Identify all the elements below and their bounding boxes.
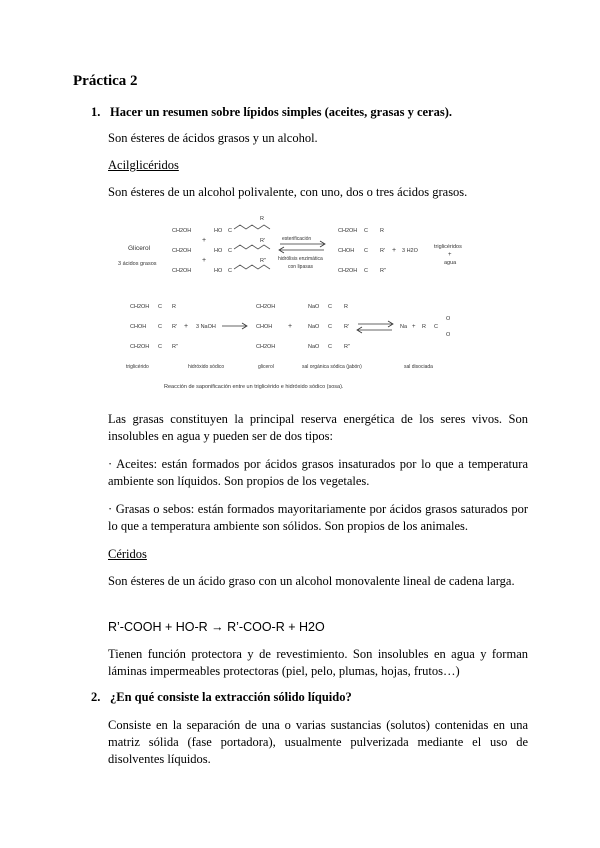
trigliceridos-label: triglicéridos: [434, 244, 462, 250]
sap-r-1: R: [172, 304, 176, 310]
soap-c-2: C: [328, 324, 332, 330]
soap-r-3: R'': [344, 344, 351, 350]
plus-6: +: [288, 323, 293, 330]
lipasas-label: con lipasas: [288, 264, 314, 270]
glicerol-prod-1: CH2OH: [256, 304, 276, 310]
question-1-number: 1.: [91, 105, 101, 119]
ion-o-1: O: [446, 316, 451, 322]
ester-ch2o-1: CH2OH: [338, 228, 358, 234]
r1-top: R': [260, 238, 266, 244]
r2-top: R'': [260, 258, 267, 264]
na-ion: Na: [400, 324, 408, 330]
glicerol-caption: glicerol: [258, 364, 274, 370]
ion-r: R: [422, 324, 426, 330]
nao-3: NaO: [308, 344, 320, 350]
sal-caption: sal orgánica sódica (jabón): [302, 364, 362, 370]
question-2-text: ¿En qué consiste la extracción sólido líquido?: [110, 690, 352, 704]
sap-ch2o-2: CH2OH: [130, 344, 150, 350]
ion-o-2: O: [446, 332, 451, 338]
ceridos-description: Son ésteres de un ácido graso con un alcohol monovalente lineal de cadena larga.: [108, 574, 515, 588]
plus-4: +: [448, 252, 452, 258]
sap-c-3: C: [158, 344, 162, 350]
nao-2: NaO: [308, 324, 320, 330]
nao-1: NaO: [308, 304, 320, 310]
sap-c-1: C: [158, 304, 162, 310]
ester-c-3: C: [364, 268, 368, 274]
fatty-chain-1: [234, 225, 270, 229]
acidos-grasos-label: 3 ácidos grasos: [118, 261, 157, 267]
glicerol-label: Glicerol: [128, 245, 151, 252]
grasas-paragraph: Las grasas constituyen la principal reserva energética de los seres vivos. Son insolubles en agua y pueden ser de dos tipos:: [108, 412, 528, 443]
lipids-intro: Son ésteres de ácidos grasos y un alcohol.: [108, 131, 318, 145]
ceridos-heading: Céridos: [108, 547, 147, 561]
sebos-paragraph: · Grasas o sebos: están formados mayoritariamente por ácidos grasos saturados por lo que a temperatura ambiente son sólidos. Son propios de los animales.: [108, 502, 528, 533]
ceridos-equation: R’-COOH + HO-R → R’-COO-R + H2O: [108, 620, 325, 634]
glicerol-prod-2: CHOH: [256, 324, 273, 330]
sap-c-2: C: [158, 324, 162, 330]
soap-c-1: C: [328, 304, 332, 310]
plus-7: +: [412, 324, 416, 330]
ion-c: C: [434, 324, 438, 330]
glycerol-ch2oh-2: CH2OH: [172, 248, 192, 254]
ho-2: HO: [214, 248, 223, 254]
c-1: C: [228, 228, 232, 234]
glycerol-ch2oh-3: CH2OH: [172, 268, 192, 274]
sap-r-2: R': [172, 324, 178, 330]
naoh-label: 3 NaOH: [196, 324, 216, 330]
sap-ch2o-1: CH2OH: [130, 304, 150, 310]
plus-3: +: [392, 247, 397, 254]
plus-1: +: [202, 237, 207, 244]
c-3: C: [228, 268, 232, 274]
hidroxido-caption: hidróxido sódico: [188, 364, 225, 370]
ester-r-2: R': [380, 248, 386, 254]
agua-label: agua: [444, 260, 457, 266]
c-2: C: [228, 248, 232, 254]
acilgliceridos-description: Son ésteres de un alcohol polivalente, con uno, dos o tres ácidos grasos.: [108, 185, 468, 199]
sap-r-3: R'': [172, 344, 179, 350]
sap-cho: CHOH: [130, 324, 147, 330]
fatty-chain-2: [234, 245, 270, 249]
ester-c-2: C: [364, 248, 368, 254]
sal-disociada-caption: sal disociada: [404, 364, 433, 370]
plus-5: +: [184, 323, 189, 330]
acilgliceridos-heading: Acilglicéridos: [108, 158, 179, 172]
aceites-paragraph: · Aceites: están formados por ácidos grasos insaturados por lo que a temperatura ambiente son líquidos. Son propios de los vegetales.: [108, 457, 528, 488]
ester-ch2o-2: CH2OH: [338, 268, 358, 274]
ester-r-3: R'': [380, 268, 387, 274]
ester-c-1: C: [364, 228, 368, 234]
fatty-chain-3: [234, 265, 270, 269]
question-2-answer: Consiste en la separación de una o varias sustancias (solutos) contenidas en una matriz sólida (fase portadora), usualmente pulverizada mediante el uso de disolventes líquidos.: [108, 718, 528, 766]
glicerol-prod-3: CH2OH: [256, 344, 276, 350]
hidrolisis-label: hidrólisis enzimática: [278, 256, 323, 262]
question-1-text: Hacer un resumen sobre lípidos simples (aceites, grasas y ceras).: [110, 105, 452, 119]
ester-r-1: R: [380, 228, 384, 234]
ester-cho: CHOH: [338, 248, 355, 254]
ho-1: HO: [214, 228, 223, 234]
ceridos-function: Tienen función protectora y de revestimiento. Son insolubles en agua y forman láminas impermeables protectoras (piel, pelo, plumas, hojas, frutos…): [108, 647, 528, 678]
saponification-figure: [112, 210, 492, 395]
glycerol-ch2oh-1: CH2OH: [172, 228, 192, 234]
ho-3: HO: [214, 268, 223, 274]
soap-r-1: R: [344, 304, 348, 310]
trigliceridos-caption: triglicérido: [126, 364, 149, 370]
h2o-label: 3 H2O: [402, 248, 418, 254]
soap-c-3: C: [328, 344, 332, 350]
soap-r-2: R': [344, 324, 350, 330]
esterificacion-label: esterificación: [282, 236, 312, 242]
plus-2: +: [202, 257, 207, 264]
page-title: Práctica 2: [73, 73, 138, 89]
reaction-diagram: [112, 210, 492, 395]
question-2-number: 2.: [91, 690, 101, 704]
figure-caption: Reacción de saponificación entre un triglicérido e hidróxido sódico (sosa).: [164, 384, 344, 390]
r-top: R: [260, 216, 264, 222]
